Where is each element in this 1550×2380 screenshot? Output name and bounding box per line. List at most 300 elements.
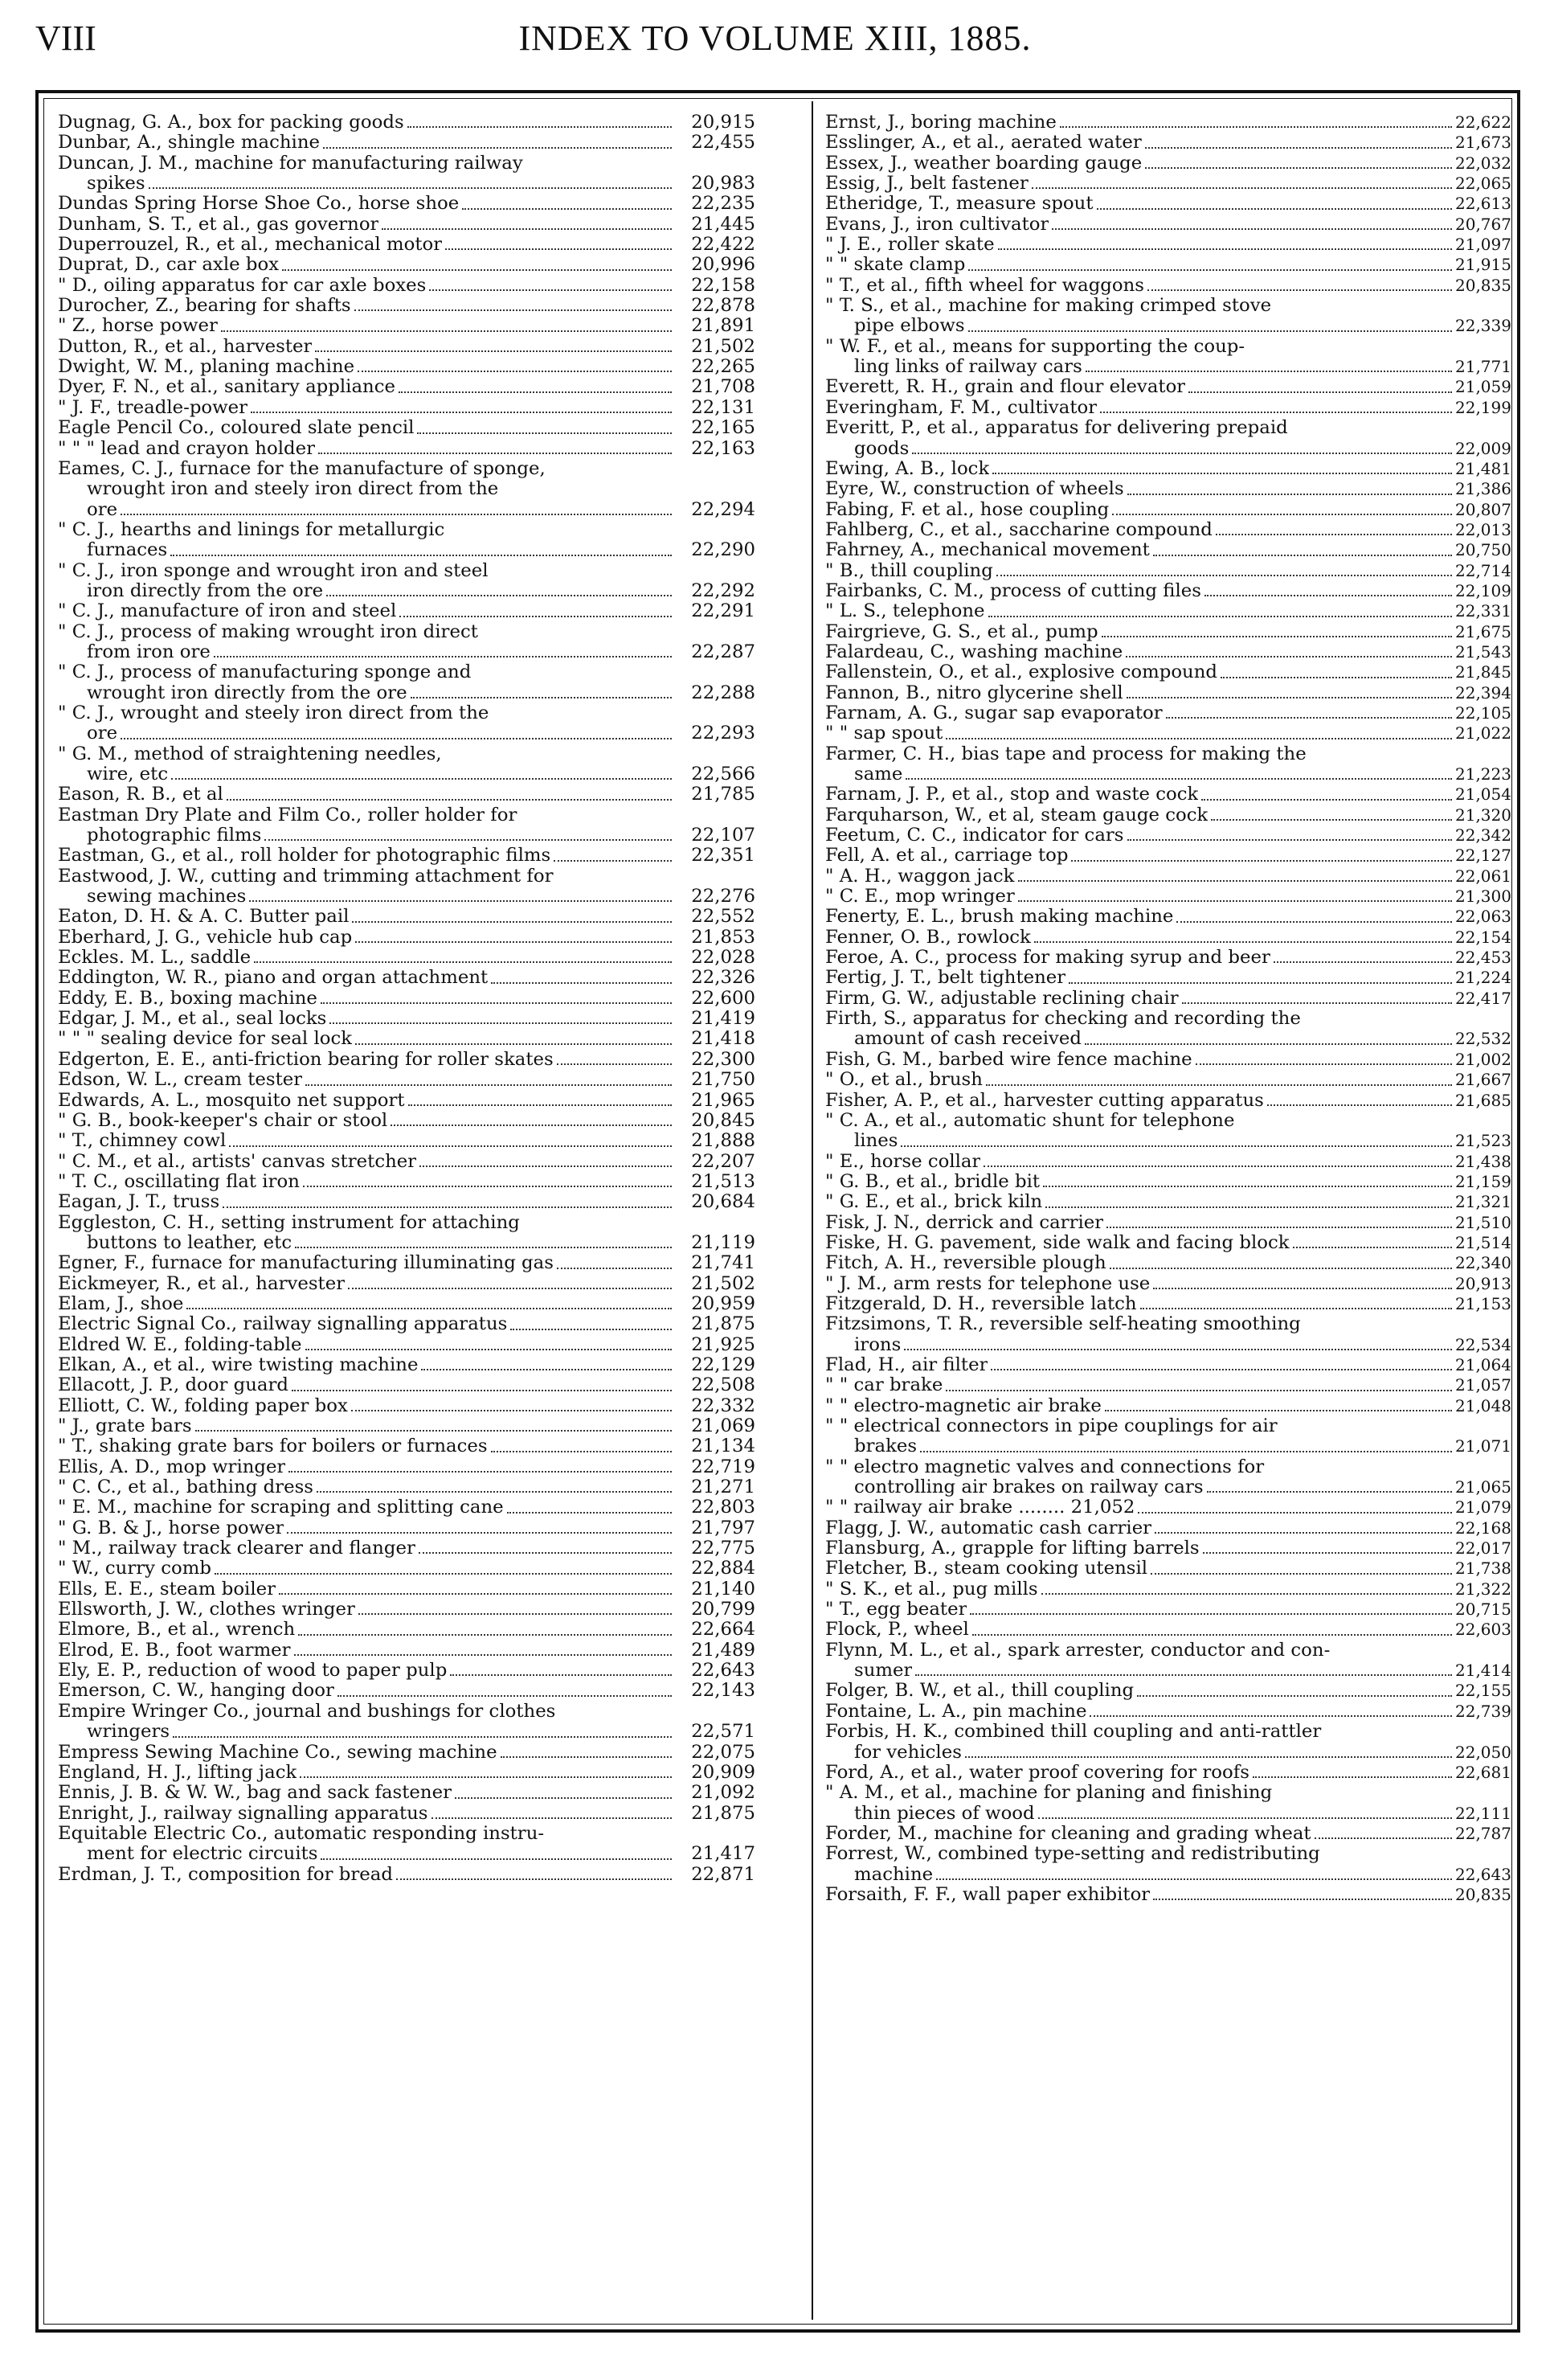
leader-dots: [170, 554, 672, 556]
entry-text: " S. K., et al., pug mills: [825, 1579, 1038, 1600]
entry-text: Fabing, F. et al., hose coupling: [825, 499, 1110, 520]
entry-text-continued: ling links of railway cars: [854, 357, 1082, 378]
index-entry: [825, 377, 1511, 398]
entry-text: Dwight, W. M., planing machine: [58, 357, 355, 378]
entry-text: Fahlberg, C., et al., saccharine compound: [825, 519, 1213, 540]
entry-number: 21,797: [691, 1517, 755, 1538]
index-entry: [825, 1600, 1511, 1620]
entry-continuation: [825, 1661, 1511, 1682]
leader-dots: [1201, 798, 1452, 801]
entry-text-continued: amount of cash received: [854, 1029, 1082, 1050]
entry-text: Fenner, O. B., rowlock: [825, 927, 1031, 948]
entry-text-continued: buttons to leather, etc: [87, 1232, 292, 1253]
leader-dots: [149, 186, 672, 189]
entry-number: 22,600: [691, 987, 755, 1009]
leader-dots: [1207, 1490, 1452, 1493]
entry-text: " C. J., manufacture of iron and steel: [58, 601, 397, 622]
leader-dots: [315, 350, 672, 352]
entry-continuation: [58, 887, 755, 907]
entry-text-continued: spikes: [87, 174, 145, 195]
index-entry: [825, 113, 1511, 133]
entry-text: Fisk, J. N., derrick and carrier: [825, 1212, 1104, 1233]
entry-text-continued: goods: [854, 438, 910, 459]
entry-number: 22,294: [691, 498, 755, 520]
entry-number: 21,002: [1455, 1049, 1511, 1069]
entry-text-continued: furnaces: [87, 540, 168, 561]
leader-dots: [557, 1063, 672, 1065]
page-number: VIII: [35, 18, 96, 58]
leader-dots: [317, 1490, 672, 1493]
leader-dots: [195, 1429, 672, 1432]
entry-number: 22,075: [691, 1741, 755, 1763]
entry-text-continued: for vehicles: [854, 1742, 962, 1763]
leader-dots: [173, 1735, 672, 1738]
entry-text: Elliott, C. W., folding paper box: [58, 1395, 348, 1416]
entry-text: Eastman, G., et al., roll holder for photographic films: [58, 846, 551, 866]
entry-text: Edwards, A. L., mosquito net support: [58, 1090, 405, 1111]
leader-dots: [968, 330, 1452, 332]
entry-number: 21,322: [1455, 1579, 1511, 1599]
entry-number: 21,064: [1455, 1354, 1511, 1374]
entry-text-continued: brakes: [854, 1436, 918, 1457]
leader-dots: [1127, 838, 1452, 841]
index-entry: [58, 1050, 755, 1070]
leader-dots: [988, 615, 1452, 617]
leader-dots: [1147, 289, 1452, 291]
entry-text: " C. C., et al., bathing dress: [58, 1477, 313, 1498]
entry-number: 22,681: [1455, 1762, 1511, 1782]
leader-dots: [121, 737, 672, 739]
leader-dots: [1293, 1246, 1452, 1248]
entry-text-continued: same: [854, 764, 903, 784]
entry-number: 22,331: [1455, 601, 1511, 621]
index-entry: [825, 1395, 1511, 1416]
entry-text: Eastwood, J. W., cutting and trimming attachment for: [58, 866, 554, 887]
entry-number: 22,131: [691, 396, 755, 418]
leader-dots: [554, 859, 672, 862]
entry-text: Enright, J., railway signalling apparatus: [58, 1803, 428, 1824]
entry-text: Everett, R. H., grain and flour elevator: [825, 377, 1186, 398]
index-entry: [825, 1293, 1511, 1314]
entry-number: 22,342: [1455, 825, 1511, 846]
entry-text-continued: thin pieces of wood: [854, 1803, 1035, 1824]
entry-text: Eickmeyer, R., et al., harvester: [58, 1273, 346, 1294]
entry-number: 20,807: [1455, 499, 1511, 519]
entry-text: " T., et al., fifth wheel for waggons: [825, 275, 1144, 296]
entry-text-continued: irons: [854, 1334, 902, 1355]
entry-number: 21,418: [691, 1028, 755, 1050]
leader-dots: [1151, 1572, 1452, 1575]
entry-number: 21,414: [1455, 1661, 1511, 1681]
leader-dots: [399, 391, 672, 393]
entry-text: Eason, R. B., et al: [58, 784, 223, 805]
leader-dots: [1085, 1043, 1452, 1045]
entry-continuation: [825, 1742, 1511, 1763]
index-entry: [825, 1070, 1511, 1091]
index-entry: [825, 255, 1511, 276]
index-entry: [825, 1212, 1511, 1233]
leader-dots: [1032, 186, 1452, 189]
index-entry: [58, 194, 755, 214]
index-entry: [58, 1763, 755, 1783]
leader-dots: [323, 146, 672, 149]
index-entry: [825, 723, 1511, 744]
entry-text: Fallenstein, O., et al., explosive compound: [825, 662, 1217, 683]
index-entry: [58, 1192, 755, 1212]
index-entry: [58, 1131, 755, 1151]
entry-number: 22,394: [1455, 682, 1511, 703]
index-entry: [825, 927, 1511, 948]
entry-text: Egner, F., furnace for manufacturing illuminating gas: [58, 1253, 554, 1274]
leader-dots: [1203, 1551, 1452, 1554]
entry-text: Everingham, F. M., cultivator: [825, 397, 1098, 418]
entry-text: Duncan, J. M., machine for manufacturing railway: [58, 153, 523, 174]
entry-text: Dunbar, A., shingle machine: [58, 133, 321, 154]
entry-continuation: [58, 1722, 755, 1742]
entry-number: 22,290: [691, 539, 755, 561]
entry-text: " J. E., roller skate: [825, 235, 995, 256]
entry-text: " C. J., wrought and steely iron direct from the: [58, 703, 489, 723]
index-entry: [825, 519, 1511, 540]
entry-text: Flansburg, A., grapple for lifting barrels: [825, 1538, 1200, 1559]
entry-number: 22,332: [691, 1395, 755, 1416]
entry-number: 22,199: [1455, 397, 1511, 417]
entry-number: 21,708: [691, 376, 755, 398]
leader-dots: [186, 1307, 672, 1309]
index-entry: [825, 1844, 1511, 1885]
entry-text: Eames, C. J., furnace for the manufacture of sponge,: [58, 458, 546, 479]
entry-text: Flynn, M. L., et al., spark arrester, conductor and con-: [825, 1640, 1331, 1661]
leader-dots: [227, 798, 672, 801]
index-entry: [825, 1151, 1511, 1172]
index-entry: [58, 1497, 755, 1518]
entry-number: 22,154: [1455, 927, 1511, 947]
index-entry: [58, 784, 755, 805]
entry-text: Fiske, H. G. pavement, side walk and facing block: [825, 1232, 1290, 1253]
entry-number: 21,386: [1455, 479, 1511, 499]
entry-number: 21,022: [1455, 723, 1511, 743]
entry-text: " C. E., mop wringer: [825, 887, 1015, 907]
index-entry: [825, 988, 1511, 1009]
entry-text: Edgar, J. M., et al., seal locks: [58, 1009, 327, 1030]
entry-number: 21,159: [1455, 1171, 1511, 1191]
leader-dots: [1097, 207, 1452, 210]
index-column-right: [825, 113, 1511, 1905]
entry-text: Forrest, W., combined type-setting and redistributing: [825, 1844, 1320, 1865]
index-entry: [58, 1152, 755, 1172]
index-entry: [58, 703, 755, 744]
entry-text: Ewing, A. B., lock: [825, 458, 990, 479]
index-entry: [58, 622, 755, 663]
index-entry: [58, 1477, 755, 1497]
entry-text: Duperrouzel, R., et al., mechanical motor: [58, 235, 443, 256]
entry-text: Elmore, B., et al., wrench: [58, 1620, 296, 1641]
entry-text: " C. J., process of manufacturing sponge and: [58, 662, 472, 683]
leader-dots: [445, 248, 672, 250]
leader-dots: [288, 1470, 672, 1473]
index-entry: [825, 682, 1511, 703]
index-entry: [825, 662, 1511, 683]
leader-dots: [986, 1083, 1452, 1086]
entry-number: 21,502: [691, 1272, 755, 1294]
index-entry: [825, 1518, 1511, 1538]
leader-dots: [295, 1246, 672, 1248]
entry-number: 21,419: [691, 1008, 755, 1030]
entry-number: 22,326: [691, 967, 755, 989]
entry-text: Fannon, B., nitro glycerine shell: [825, 682, 1123, 703]
entry-number: 20,845: [691, 1109, 755, 1131]
entry-text: Dugnag, G. A., box for packing goods: [58, 113, 404, 133]
leader-dots: [904, 1348, 1452, 1350]
entry-text-continued: from iron ore: [87, 641, 211, 662]
leader-dots: [1060, 125, 1452, 128]
index-entry: [825, 1192, 1511, 1213]
index-entry: [58, 1070, 755, 1090]
index-entry: [825, 1416, 1511, 1457]
index-entry: [58, 744, 755, 785]
entry-number: 22,291: [691, 600, 755, 622]
leader-dots: [121, 513, 672, 515]
entry-text: Eckles. M. L., saddle: [58, 948, 252, 969]
entry-number: 22,508: [691, 1374, 755, 1396]
entry-number: 21,915: [1455, 255, 1511, 275]
entry-number: 21,223: [1455, 764, 1511, 784]
entry-text: " " sap spout: [825, 723, 943, 744]
entry-number: 22,664: [691, 1619, 755, 1641]
entry-number: 21,965: [691, 1089, 755, 1111]
leader-dots: [355, 940, 672, 943]
entry-number: 22,552: [691, 906, 755, 928]
entry-number: 22,063: [1455, 907, 1511, 927]
entry-number: 21,510: [1455, 1212, 1511, 1232]
index-entry: [825, 418, 1511, 459]
index-entry: [58, 1416, 755, 1436]
index-entry: [825, 1762, 1511, 1783]
index-entry: [58, 398, 755, 418]
leader-dots: [1127, 696, 1452, 698]
leader-dots: [1052, 227, 1452, 230]
index-entry: [825, 1701, 1511, 1722]
leader-dots: [391, 1124, 672, 1126]
index-entry: [825, 397, 1511, 418]
index-entry: [58, 113, 755, 133]
leader-dots: [264, 838, 672, 841]
entry-text-continued: ore: [87, 499, 118, 520]
leader-dots: [355, 1043, 672, 1045]
index-entry: [58, 1375, 755, 1395]
index-entry: [58, 846, 755, 866]
entry-text: " T., shaking grate bars for boilers or furnaces: [58, 1436, 488, 1457]
index-entry: [58, 1600, 755, 1620]
index-entry: [58, 377, 755, 397]
index-entry: [825, 296, 1511, 337]
index-entry: [58, 968, 755, 988]
entry-text: Equitable Electric Co., automatic responding instru-: [58, 1823, 545, 1844]
leader-dots: [1140, 1307, 1452, 1309]
index-entry: [825, 1640, 1511, 1682]
leader-dots: [214, 655, 672, 657]
index-entry: [58, 1538, 755, 1559]
index-entry: [825, 703, 1511, 723]
entry-number: 21,785: [691, 784, 755, 805]
entry-text: " Z., horse power: [58, 316, 218, 337]
entry-number: 22,884: [691, 1558, 755, 1579]
entry-continuation: [58, 642, 755, 662]
entry-text-continued: photographic films: [87, 825, 262, 846]
leader-dots: [1211, 818, 1452, 821]
entry-continuation: [58, 174, 755, 194]
index-entry: [825, 743, 1511, 785]
leader-dots: [221, 330, 672, 332]
index-entry: [825, 1538, 1511, 1559]
entry-text: Eddy, E. B., boxing machine: [58, 988, 317, 1009]
entry-text: Ford, A., et al., water proof covering for roofs: [825, 1762, 1249, 1783]
leader-dots: [249, 899, 672, 902]
entry-text: Farnam, A. G., sugar sap evaporator: [825, 703, 1163, 723]
index-entry: [825, 784, 1511, 805]
index-entry: [58, 1661, 755, 1681]
leader-dots: [920, 1450, 1452, 1452]
index-entry: [58, 154, 755, 195]
column-divider: [812, 101, 813, 2320]
entry-continuation: [825, 1477, 1511, 1498]
entry-text-continued: sewing machines: [87, 887, 247, 907]
index-entry: [58, 1518, 755, 1538]
leader-dots: [1090, 1714, 1452, 1717]
entry-continuation: [825, 438, 1511, 459]
index-entry: [825, 968, 1511, 989]
index-entry: [825, 621, 1511, 642]
index-entry: [825, 275, 1511, 296]
entry-number: 21,489: [691, 1639, 755, 1661]
entry-text: " W., curry comb: [58, 1559, 211, 1579]
entry-number: 20,915: [691, 112, 755, 133]
entry-number: 21,079: [1455, 1497, 1511, 1518]
entry-text: Fisher, A. P., et al., harvester cutting apparatus: [825, 1090, 1264, 1111]
entry-number: 21,875: [691, 1802, 755, 1824]
entry-text: Fertig, J. T., belt tightener: [825, 968, 1066, 989]
entry-number: 22,803: [691, 1497, 755, 1518]
entry-text: Eyre, W., construction of wheels: [825, 479, 1124, 500]
index-entry: [825, 540, 1511, 561]
leader-dots: [294, 1653, 672, 1656]
entry-text: " T. C., oscillating flat iron: [58, 1171, 300, 1192]
entry-number: 22,878: [691, 295, 755, 317]
entry-text: Eagle Pencil Co., coloured slate pencil: [58, 418, 415, 439]
entry-text: Firm, G. W., adjustable reclining chair: [825, 988, 1179, 1009]
entry-number: 22,775: [691, 1538, 755, 1559]
index-entry: [825, 174, 1511, 195]
leader-dots: [421, 1368, 672, 1370]
entry-text: " " skate clamp: [825, 255, 966, 276]
entry-number: 22,065: [1455, 174, 1511, 194]
leader-dots: [1221, 676, 1452, 678]
entry-text: Dundas Spring Horse Shoe Co., horse shoe: [58, 194, 460, 215]
entry-text: Ennis, J. B. & W. W., bag and sack fastener: [58, 1783, 452, 1804]
entry-continuation: [825, 1334, 1511, 1355]
leader-dots: [1274, 961, 1452, 963]
leader-dots: [223, 1206, 672, 1208]
index-entry: [58, 418, 755, 438]
entry-text: Dutton, R., et al., harvester: [58, 336, 313, 357]
leader-dots: [510, 1328, 672, 1330]
index-entry: [58, 337, 755, 357]
entry-text: " M., railway track clearer and flanger: [58, 1538, 415, 1559]
index-entry: [58, 1091, 755, 1111]
leader-dots: [1188, 391, 1452, 393]
entry-continuation: [825, 1864, 1511, 1885]
entry-continuation: [58, 1844, 755, 1864]
entry-number: 20,715: [1455, 1600, 1511, 1620]
entry-text: Esslinger, A., et al., aerated water: [825, 133, 1142, 154]
index-entry: [825, 1579, 1511, 1600]
index-entry: [825, 1559, 1511, 1579]
entry-number: 20,913: [1455, 1273, 1511, 1293]
index-entry: [825, 1783, 1511, 1824]
index-entry: [825, 641, 1511, 662]
page-header: [24, 10, 1526, 66]
leader-dots: [417, 432, 672, 434]
entry-number: 21,092: [691, 1782, 755, 1804]
entry-number: 22,028: [691, 947, 755, 969]
entry-number: 21,321: [1455, 1192, 1511, 1212]
entry-text: Farquharson, W., et al, steam gauge cock: [825, 805, 1209, 825]
index-entry: [825, 825, 1511, 846]
entry-number: 22,127: [1455, 846, 1511, 866]
entry-number: 22,292: [691, 580, 755, 601]
entry-text: " C. J., process of making wrought iron direct: [58, 621, 478, 642]
leader-dots: [1137, 1694, 1452, 1697]
entry-number: 21,445: [691, 213, 755, 235]
entry-text: Etheridge, T., measure spout: [825, 194, 1094, 215]
entry-text: " T. S., et al., machine for making crimped stove: [825, 296, 1272, 317]
entry-text: Forsaith, F. F., wall paper exhibitor: [825, 1884, 1151, 1905]
entry-number: 21,271: [691, 1477, 755, 1498]
entry-number: 22,061: [1455, 866, 1511, 886]
index-entry: [58, 439, 755, 459]
entry-text: " E. M., machine for scraping and splitting cane: [58, 1497, 504, 1518]
leader-dots: [407, 125, 672, 128]
index-entry: [58, 459, 755, 520]
leader-dots: [352, 920, 672, 923]
leader-dots: [501, 1755, 672, 1758]
entry-number: 21,685: [1455, 1090, 1511, 1110]
index-entry: [825, 1090, 1511, 1111]
page-title: INDEX TO VOLUME XIII, 1885.: [518, 18, 1032, 58]
entry-number: 21,153: [1455, 1293, 1511, 1313]
leader-dots: [1102, 635, 1452, 637]
entry-number: 21,119: [691, 1231, 755, 1253]
leader-dots: [996, 574, 1452, 576]
entry-number: 21,502: [691, 335, 755, 357]
leader-dots: [946, 737, 1452, 739]
entry-text: Flagg, J. W., automatic cash carrier: [825, 1518, 1152, 1538]
leader-dots: [1018, 899, 1452, 902]
leader-dots: [1038, 1817, 1452, 1819]
index-entry: [58, 907, 755, 927]
entry-text-continued: pipe elbows: [854, 316, 965, 337]
leader-dots: [279, 1592, 672, 1595]
index-entry: [58, 1702, 755, 1743]
leader-dots: [1041, 1592, 1452, 1595]
entry-number: 21,523: [1455, 1131, 1511, 1151]
index-entry: [58, 805, 755, 846]
entry-number: 22,293: [691, 723, 755, 744]
entry-continuation: [58, 825, 755, 846]
leader-dots: [329, 1022, 672, 1024]
entry-number: 22,643: [691, 1660, 755, 1682]
entry-text: Eastman Dry Plate and Film Co., roller holder for: [58, 805, 517, 825]
